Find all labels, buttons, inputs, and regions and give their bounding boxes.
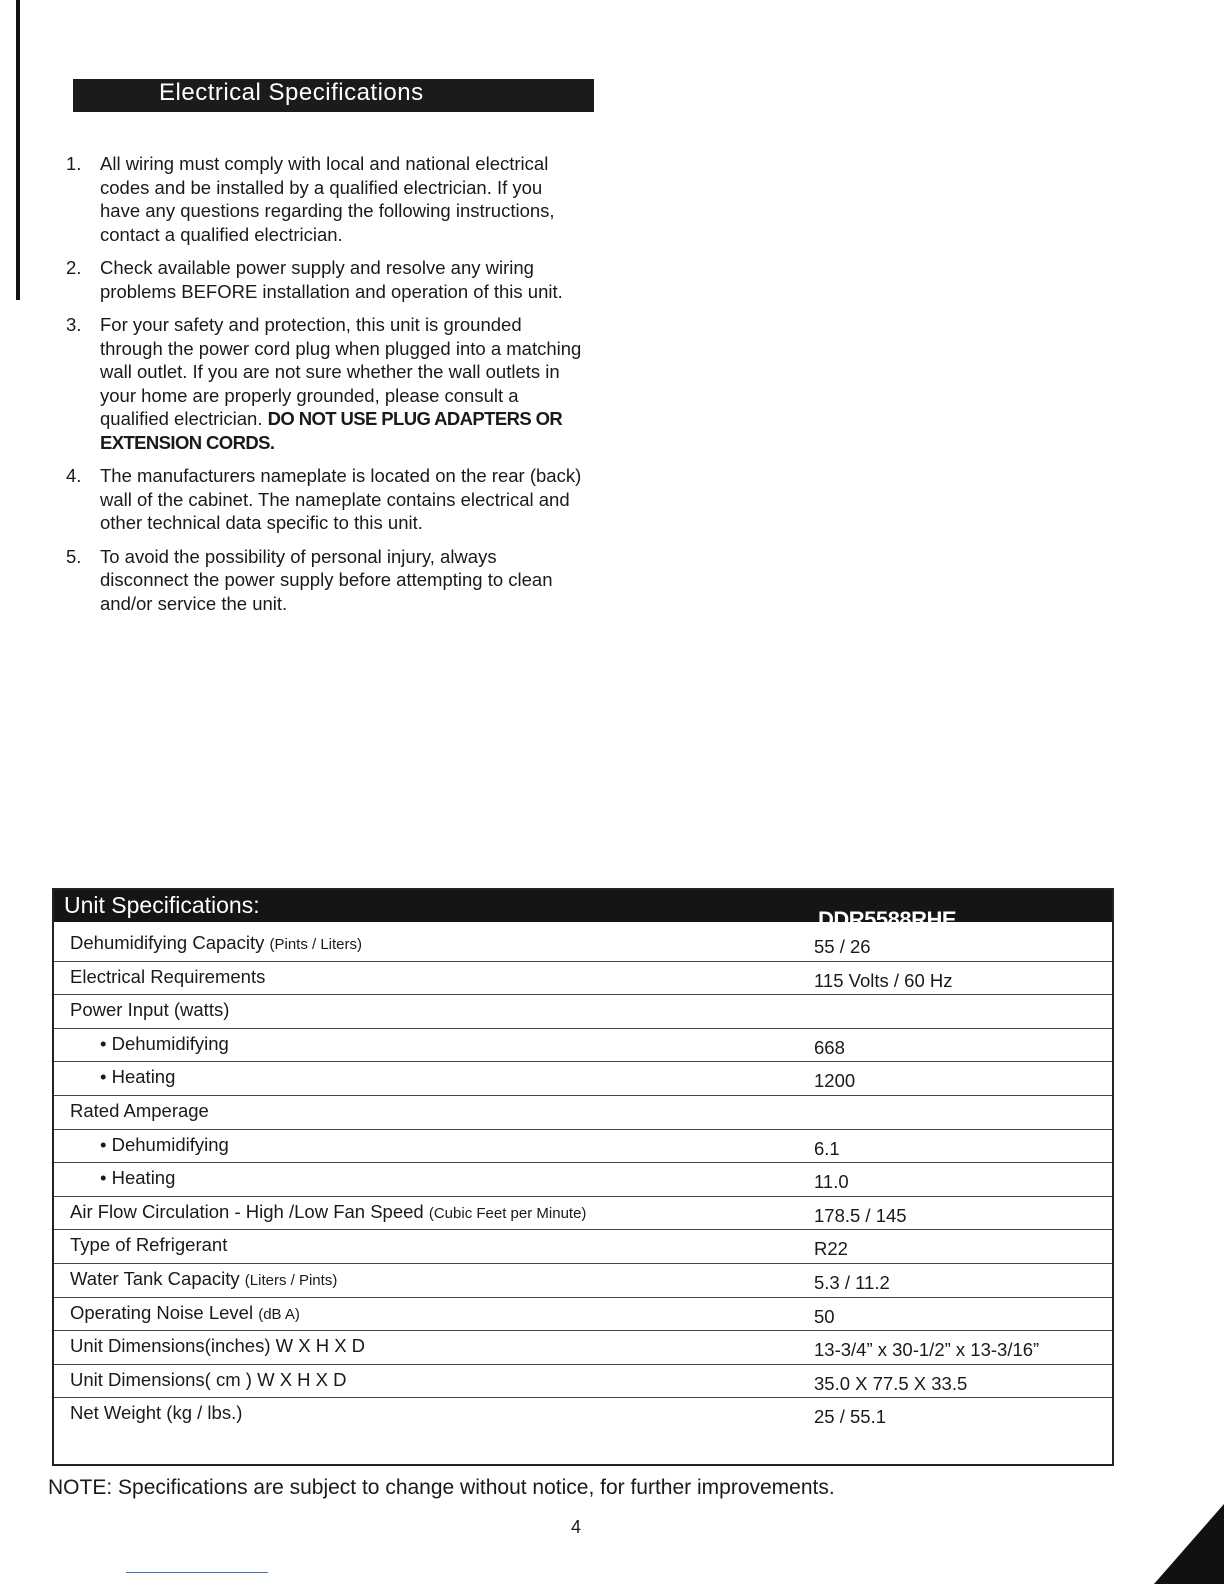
table-row: [54, 1398, 1112, 1432]
table-row: [54, 1230, 1112, 1264]
instruction-item: [66, 464, 586, 535]
row-label: Dehumidifying Capacity (Pints / Liters): [70, 932, 363, 953]
table-row: [54, 1062, 1112, 1096]
instruction-text: Check available power supply and resolve any wiring problems BEFORE installation and operation of this unit.: [100, 257, 563, 302]
scan-corner-shadow: [1154, 1504, 1224, 1584]
table-row: [54, 1197, 1112, 1231]
instruction-text: All wiring must comply with local and national electrical codes and be installed by a qualified electrician. If you have any questions regarding the following instructions, contact a qualified electrician.: [100, 153, 555, 245]
instruction-item: [66, 545, 586, 616]
table-title: Unit Specifications:: [64, 892, 260, 918]
row-label: Water Tank Capacity (Liters / Pints): [70, 1267, 338, 1289]
table-row: [54, 1130, 1112, 1164]
model-number: DDR5588RHE: [818, 907, 957, 932]
row-label: • Heating: [100, 1066, 176, 1088]
table-row: [54, 995, 1112, 1029]
row-label: Unit Dimensions(inches) W X H X D: [70, 1335, 366, 1357]
safety-warning: DO NOT USE PLUG ADAPTERS OR EXTENSION CORDS.: [100, 408, 563, 453]
row-label: • Dehumidifying: [100, 1133, 229, 1155]
instruction-number: 3.: [66, 314, 82, 335]
row-label: • Heating: [100, 1167, 176, 1189]
row-value: 6.1: [814, 1137, 840, 1159]
row-value: 115 Volts / 60 Hz: [814, 969, 953, 991]
instruction-item: [66, 256, 586, 303]
row-value: 35.0 X 77.5 X 33.5: [814, 1372, 968, 1394]
table-row: [54, 928, 1112, 962]
row-label: Unit Dimensions( cm ) W X H X D: [70, 1368, 347, 1390]
row-label: Electrical Requirements: [70, 965, 266, 987]
row-value: R22: [814, 1238, 848, 1260]
row-value: 25 / 55.1: [814, 1406, 887, 1428]
row-value: 50: [814, 1305, 835, 1327]
section-title: Electrical Specifications: [73, 79, 594, 112]
instruction-text: For your safety and protection, this unit is grounded through the power cord plug when plugged into a matching wall outlet. If you are not sure whether the wall outlets in your home are properly grounded, please consult a qualified electrician.: [100, 314, 582, 429]
row-value: 5.3 / 11.2: [814, 1271, 890, 1293]
specification-note: NOTE: Specifications are subject to change without notice, for further improvements.: [48, 1476, 835, 1499]
row-label: Operating Noise Level (dB A): [70, 1301, 300, 1323]
instruction-item: [66, 313, 586, 454]
row-value: 1200: [814, 1070, 856, 1092]
instruction-item: [66, 152, 586, 246]
row-value: 11.0: [814, 1171, 849, 1193]
table-row: [54, 1331, 1112, 1365]
table-row: [54, 1096, 1112, 1130]
unit-specifications-table: [52, 888, 1114, 1466]
page-edge-rule: [16, 0, 20, 300]
row-label: Net Weight (kg / lbs.): [70, 1402, 243, 1424]
table-row: [54, 962, 1112, 996]
instruction-number: 1.: [66, 153, 82, 174]
row-value: 13-3/4” x 30-1/2” x 13-3/16”: [814, 1339, 1040, 1361]
table-row: [54, 1029, 1112, 1063]
table-row: [54, 1163, 1112, 1197]
row-label: Air Flow Circulation - High /Low Fan Speed (Cubic Feet per Minute): [70, 1200, 587, 1222]
instruction-number: 5.: [66, 545, 82, 567]
footer-rule: [126, 1572, 268, 1573]
row-label: • Dehumidifying: [100, 1032, 229, 1054]
table-row: [54, 1365, 1112, 1399]
instruction-text: The manufacturers nameplate is located on the rear (back) wall of the cabinet. The nameplate contains electrical and other technical data specific to this unit.: [100, 465, 582, 533]
row-value: 55 / 26: [814, 936, 871, 957]
instruction-number: 2.: [66, 257, 82, 278]
instruction-text: To avoid the possibility of personal injury, always disconnect the power supply before attempting to clean and/or service the unit.: [100, 545, 553, 614]
row-value: 178.5 / 145: [814, 1204, 907, 1226]
row-value: 668: [814, 1036, 845, 1058]
row-label: Type of Refrigerant: [70, 1234, 228, 1256]
row-label: Rated Amperage: [70, 1099, 209, 1121]
row-label: Power Input (watts): [70, 999, 230, 1021]
instruction-list: [66, 152, 586, 625]
instruction-number: 4.: [66, 465, 82, 486]
table-row: [54, 1264, 1112, 1298]
table-header-bar: [54, 890, 1112, 932]
spec-rows: [54, 928, 1112, 1432]
page-number: 4: [571, 1517, 582, 1537]
table-row: [54, 1298, 1112, 1332]
